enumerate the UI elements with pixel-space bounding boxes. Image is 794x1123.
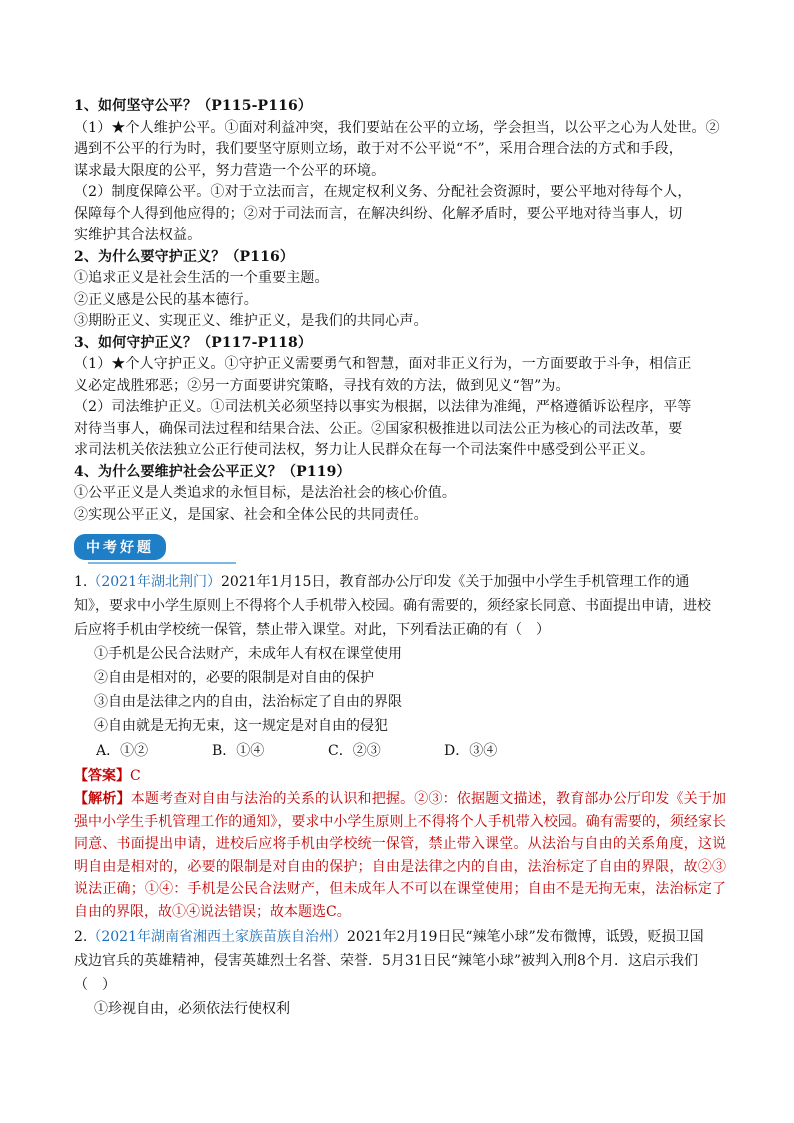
section-heading: 4、为什么要维护社会公平正义？（P119）	[74, 463, 351, 480]
statement-item: ①珍视自由，必须依法行使权利	[94, 1001, 290, 1017]
paragraph-line: 求司法机关依法独立公正行使司法权，努力让人民群众在每一个司法案件中感受到公平正义。	[74, 442, 655, 458]
question-1-stem-line-3: 后应将手机由学校统一保管，禁止带入课堂。对此，下列看法正确的有（ ）	[74, 622, 550, 638]
question-number: 1.	[74, 574, 88, 590]
analysis-block	[74, 788, 726, 923]
option-a: A．①②	[96, 743, 149, 759]
paragraph-line: 保障每个人得到他应得的；②对于司法而言，在解决纠纷、化解矛盾时，要公平地对待当事人，切	[74, 205, 683, 222]
paragraph-line: 谋求最大限度的公平，努力营造一个公平的环境。	[74, 162, 386, 179]
question-source: （2021年湖北荆门）	[87, 574, 221, 590]
paragraph-line: ③期盼正义、实现正义、维护正义，是我们的共同心声。	[74, 313, 428, 329]
section-heading: 3、如何守护正义？（P117-P118）	[74, 334, 313, 351]
paragraph-line: ②实现公平正义，是国家、社会和全体公民的共同责任。	[74, 506, 428, 523]
statement-item: ②自由是相对的，必要的限制是对自由的保护	[94, 670, 374, 686]
analysis-text: 本题考查对自由与法治的关系的认识和把握。②③：依据题文描述，教育部办公厅印发《关于加强中小学生手机管理工作的通知》，要求中小学生原则上不得将个人手机带入校园。确有需要的，须经家长同意、书面提出申请，进校后应将手机由学校统一保管，禁止带入课堂。从法治与自由的关系角度，这说明自由是相对的，必要的限制是对自由的保护；自由是法律之内的自由，法治标定了自由的界限，故②③说法正确；①④：手机是公民合法财产，但未成年人不可以在课堂使用；自由不是无拘无束，法治标定了自由的界限，故①④说法错误；故本题选C。	[74, 791, 727, 920]
paragraph-line: （1）★个人维护公平。①面对利益冲突，我们要站在公平的立场，学会担当，以公平之心为人处世。②	[74, 119, 720, 136]
answer-options	[74, 738, 726, 764]
answer-value: C	[130, 768, 141, 784]
option-c: C．②③	[328, 743, 381, 759]
paragraph-line: 义必定战胜邪恶；②另一方面要讲究策略，寻找有效的方法，做到见义“智”为。	[74, 377, 570, 394]
question-1	[74, 570, 726, 923]
statement-item: ①手机是公民合法财产，未成年人有权在课堂使用	[94, 646, 402, 662]
question-number: 2.	[74, 929, 88, 945]
paragraph-line: ①公平正义是人类追求的永恒目标，是法治社会的核心价值。	[74, 485, 457, 501]
question-2-stem-line-2: 戍边官兵的英雄精神，侵害英雄烈士名誉、荣誉．5月31日民“辣笔小球”被判入刑8个月．这启示我们	[74, 953, 698, 969]
option-b: B．①④	[212, 743, 265, 759]
paragraph-line: 对待当事人，确保司法过程和结果合法、公正。②国家积极推进以司法公正为核心的司法改革，要	[74, 420, 683, 437]
analysis-tag: 【解析】	[74, 791, 131, 807]
answer-line	[74, 764, 726, 788]
question-2	[74, 925, 726, 1021]
knowledge-points	[74, 96, 726, 526]
paragraph-line: 实维护其合法权益。	[74, 227, 202, 243]
section-title-badge: 中考好题	[74, 534, 166, 560]
paragraph-line: ①追求正义是社会生活的一个重要主题。	[74, 270, 329, 286]
question-source: （2021年湖南省湘西土家族苗族自治州）	[87, 929, 347, 945]
statement-item: ③自由是法律之内的自由，法治标定了自由的界限	[94, 694, 402, 710]
answer-tag: 【答案】	[74, 768, 130, 784]
question-1-stem-line-1	[74, 570, 726, 594]
question-1-stem-line-2: 知》，要求中小学生原则上不得将个人手机带入校园。确有需要的，须经家长同意、书面提出申请，进校	[74, 598, 711, 614]
paragraph-line: （2）制度保障公平。①对于立法而言，在规定权利义务、分配社会资源时，要公平地对待每个人，	[74, 184, 692, 200]
option-d: D．③④	[444, 743, 498, 759]
paragraph-line: （2）司法维护正义。①司法机关必须坚持以事实为根据，以法律为准绳，严格遵循诉讼程序，平等	[74, 399, 692, 415]
section-heading: 1、如何坚守公平？（P115-P116）	[74, 98, 313, 114]
question-stem: 2021年1月15日，教育部办公厅印发《关于加强中小学生手机管理工作的通	[221, 574, 690, 590]
question-2-stem-line-3: （ ）	[74, 977, 116, 993]
paragraph-line: （1）★个人守护正义。①守护正义需要勇气和智慧，面对非正义行为，一方面要敢于斗争，相信正	[74, 356, 692, 372]
paragraph-line: 遇到不公平的行为时，我们要坚守原则立场，敢于对不公平说“不”，采用合理合法的方式和手段，	[74, 141, 683, 157]
statement-item: ④自由就是无拘无束，这一规定是对自由的侵犯	[94, 718, 388, 734]
question-stem: 2021年2月19日民“辣笔小球”发布微博，诋毁，贬损卫国	[347, 929, 704, 945]
section-heading: 2、为什么要守护正义？（P116）	[74, 248, 295, 265]
question-2-stem-line-1	[74, 925, 726, 949]
document-page	[74, 96, 726, 1021]
paragraph-line: ②正义感是公民的基本德行。	[74, 291, 258, 308]
